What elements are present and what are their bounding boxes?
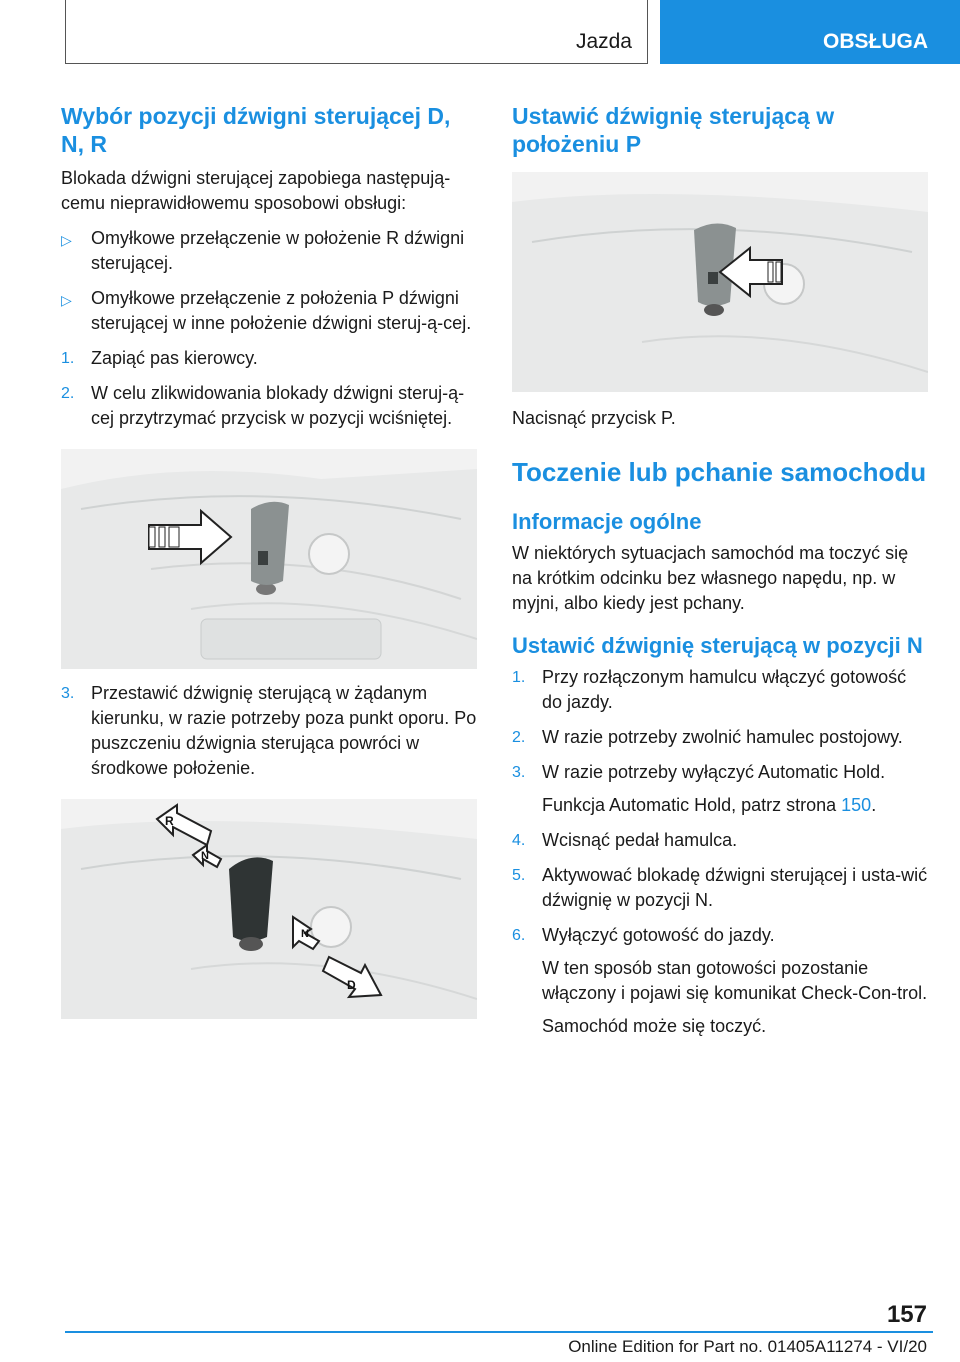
header-chapter-tab: OBSŁUGA — [660, 0, 960, 64]
heading-select-d-n-r: Wybór pozycji dźwigni sterującej D, N, R — [61, 103, 451, 157]
left-column — [61, 102, 477, 1019]
intro-text: Blokada dźwigni sterującej zapobiega następują-cemu nieprawidłowemu sposobowi obsługi: — [61, 168, 451, 213]
direction-label-n-down: N — [301, 928, 309, 940]
direction-label-d: D — [347, 978, 356, 992]
steps-list — [61, 346, 477, 431]
right-column — [512, 102, 928, 1049]
heading-set-n: Ustawić dźwignię sterującą w pozycji N — [512, 633, 923, 658]
list-item: 2. W razie potrzeby zwolnić hamulec postojowy. — [512, 727, 903, 747]
list-item: 1. Zapiąć pas kierowcy. — [61, 348, 258, 368]
general-info-text: W niektórych sytuacjach samochód ma toczyć się na krótkim odcinku bez własnego napędu, np. w myjni, albo kiedy jest pchany. — [512, 543, 909, 613]
steps-list-n-continued — [512, 828, 928, 948]
caption-press-p: Nacisnąć przycisk P. — [512, 408, 676, 428]
direction-label-r: R — [165, 814, 174, 828]
triangle-bullet-icon: ▷ — [61, 232, 72, 248]
page-link-150[interactable]: 150 — [841, 795, 872, 815]
figure-p-button — [512, 172, 928, 392]
heading-set-p: Ustawić dźwignię sterującą w położeniu P — [512, 103, 835, 157]
list-item: 6. Wyłączyć gotowość do jazdy. — [512, 925, 775, 945]
figure-press-button — [61, 449, 477, 669]
footer-edition: Online Edition for Part no. 01405A11274 - VI/20 — [568, 1337, 927, 1356]
list-item: 4. Wcisnąć pedał hamulca. — [512, 830, 738, 850]
step3-note: Funkcja Automatic Hold, patrz strona 150. — [542, 795, 877, 815]
steps-list-n — [512, 665, 928, 785]
direction-label-n-up: N — [201, 850, 209, 862]
page-number: 157 — [886, 1301, 927, 1328]
list-item: ▷ Omyłkowe przełączenie w położenie R dźwigni sterującej. — [61, 228, 465, 273]
heading-general-info: Informacje ogólne — [512, 509, 702, 534]
header-frame — [65, 0, 648, 64]
heading-roll-push: Toczenie lub pchanie samochodu — [512, 457, 927, 487]
steps-list-continued — [61, 681, 477, 781]
step6-note: W ten sposób stan gotowości pozostanie włączony i pojawi się komunikat Check-Con-trol. — [542, 958, 928, 1003]
list-item: 1. Przy rozłączonym hamulcu włączyć gotowość do jazdy. — [512, 667, 907, 712]
header-section-title: Jazda — [575, 30, 632, 53]
list-item: 3. Przestawić dźwignię sterującą w żądanym kierunku, w razie potrzeby poza punkt oporu. Po puszczeniu dźwignia sterująca powróci w środkowe położenie. — [61, 683, 477, 778]
list-item: 5. Aktywować blokadę dźwigni sterującej i usta-wić dźwignię w pozycji N. — [512, 865, 928, 910]
list-item: ▷ Omyłkowe przełączenie z położenia P dźwigni sterującej w inne położenie dźwigni steruj-ą-cej. — [61, 288, 472, 333]
list-item: 3. W razie potrzeby wyłączyć Automatic Hold. — [512, 762, 886, 782]
bullet-list — [61, 226, 477, 336]
triangle-bullet-icon: ▷ — [61, 292, 72, 308]
step6-note-2: Samochód może się toczyć. — [542, 1016, 767, 1036]
figure-lever-directions — [61, 799, 477, 1019]
footer-divider — [65, 1331, 933, 1333]
list-item: 2. W celu zlikwidowania blokady dźwigni steruj-ą-cej przytrzymać przycisk w pozycji wciśniętej. — [61, 383, 465, 428]
